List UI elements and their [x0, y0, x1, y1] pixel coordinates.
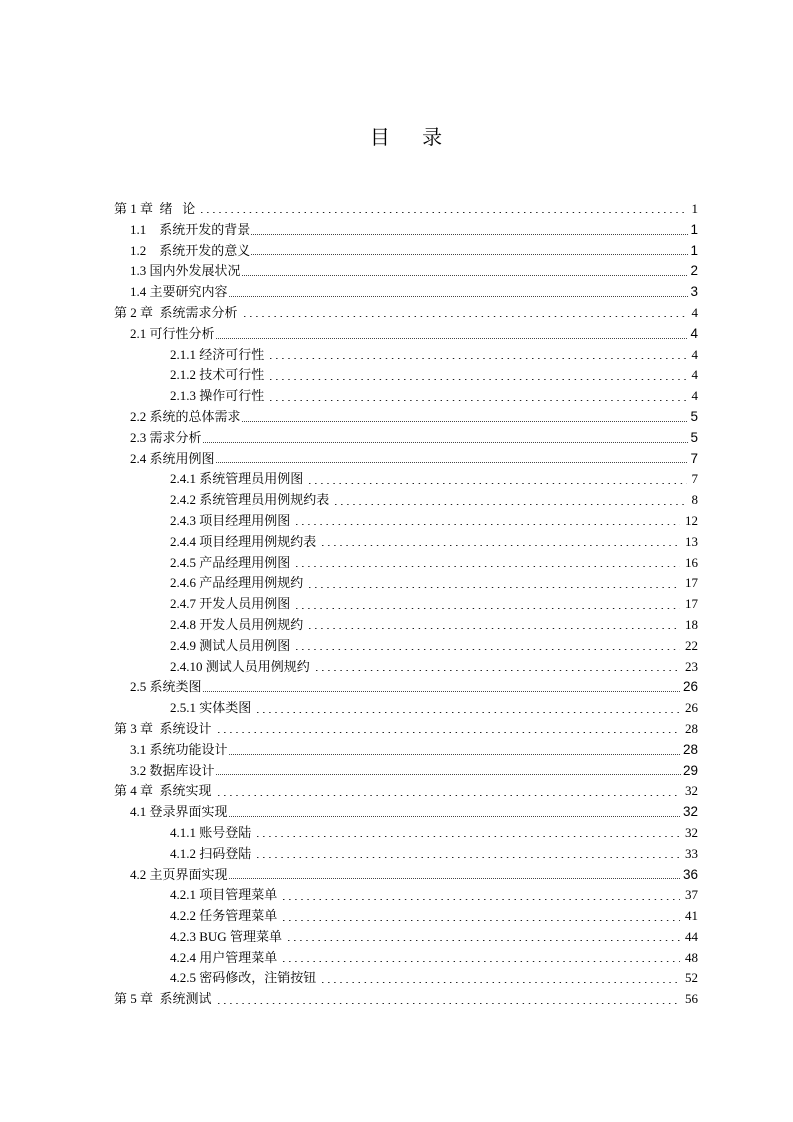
dot-leader [203, 691, 681, 692]
toc-entry-page-number: 12 [685, 512, 698, 528]
toc-entry-title: 2.3 需求分析 [130, 429, 202, 445]
dot-leader [257, 836, 680, 837]
dot-leader [296, 649, 680, 650]
toc-entry-page-number: 18 [685, 616, 698, 632]
dot-leader [229, 816, 681, 817]
dot-leader [283, 920, 680, 921]
toc-entry-title: 2.4.2 系统管理员用例规约表 [170, 492, 330, 508]
toc-entry-title: 2.4.6 产品经理用例规约 [170, 575, 304, 591]
toc-entry [114, 532, 698, 553]
toc-entry-title: 第 4 章 系统实现 [114, 783, 212, 799]
toc-entry [114, 324, 698, 345]
toc-entry [114, 220, 698, 241]
toc-entry-page-number: 4 [691, 367, 698, 383]
dot-leader [218, 732, 680, 733]
toc-entry-page-number: 4 [691, 388, 698, 404]
toc-entry-page-number: 1 [691, 201, 698, 216]
dot-leader [257, 712, 680, 713]
dot-leader [296, 524, 680, 525]
toc-entry [114, 719, 698, 740]
toc-entry-page-number: 22 [685, 637, 698, 653]
toc-entry-title: 第 3 章 系统设计 [114, 720, 212, 736]
toc-entry [114, 989, 698, 1010]
toc-entry-title: 第 1 章 绪 论 [114, 201, 196, 216]
dot-leader [270, 358, 686, 359]
toc-entry-page-number: 32 [685, 824, 698, 840]
dot-leader [309, 587, 680, 588]
toc-entry-title: 2.4.3 项目经理用例图 [170, 512, 291, 528]
toc-entry-page-number: 48 [685, 949, 698, 965]
toc-entry-page-number: 44 [685, 928, 698, 944]
toc-entry [114, 615, 698, 636]
dot-leader [218, 795, 680, 796]
toc-entry-page-number: 28 [685, 720, 698, 736]
toc-entry-title: 2.4.1 系统管理员用例图 [170, 471, 304, 487]
toc-entry-page-number: 52 [685, 970, 698, 986]
toc-entry-page-number: 56 [685, 991, 698, 1007]
toc-entry [114, 823, 698, 844]
toc-entry-title: 1.2 系统开发的意义 [130, 242, 251, 258]
toc-entry-page-number: 2 [690, 263, 698, 279]
toc-entry [114, 553, 698, 574]
toc-entry-page-number: 36 [682, 866, 698, 882]
toc-entry [114, 948, 698, 969]
toc-entry-page-number: 37 [685, 887, 698, 903]
dot-leader [201, 212, 686, 213]
toc-entry-title: 第 2 章 系统需求分析 [114, 304, 238, 320]
toc-entry [114, 365, 698, 386]
toc-entry-title: 2.4.5 产品经理用例图 [170, 554, 291, 570]
toc-entry-title: 4.2.3 BUG 管理菜单 [170, 928, 282, 944]
toc-entry-title: 2.4.10 测试人员用例规约 [170, 658, 310, 674]
toc-entry [114, 386, 698, 407]
dot-leader [296, 566, 680, 567]
toc-entry-page-number: 41 [685, 908, 698, 924]
toc-entry-title: 4.2 主页界面实现 [130, 866, 228, 882]
toc-entry-page-number: 17 [685, 596, 698, 612]
toc-entry [114, 698, 698, 719]
dot-leader [335, 504, 686, 505]
toc-entry [114, 490, 698, 511]
toc-entry [114, 469, 698, 490]
toc-entry-title: 3.1 系统功能设计 [130, 741, 228, 757]
toc-entry [114, 906, 698, 927]
toc-entry-title: 2.2 系统的总体需求 [130, 408, 241, 424]
toc-entry-page-number: 8 [691, 492, 698, 508]
toc-entry-title: 1.3 国内外发展状况 [130, 263, 241, 279]
dot-leader [283, 961, 680, 962]
toc-entry-page-number: 7 [690, 450, 698, 466]
toc-entry-page-number: 17 [685, 575, 698, 591]
toc-entry [114, 865, 698, 886]
toc-entry-title: 1.1 系统开发的背景 [130, 221, 251, 237]
dot-leader [229, 296, 689, 297]
toc-entry-page-number: 29 [682, 762, 698, 778]
toc-entry-page-number: 5 [690, 408, 698, 424]
toc-entry-page-number: 1 [690, 221, 698, 237]
dot-leader [257, 857, 680, 858]
toc-entry [114, 657, 698, 678]
toc-entry [114, 802, 698, 823]
dot-leader [322, 982, 680, 983]
dot-leader [296, 608, 680, 609]
toc-entry-page-number: 26 [682, 679, 698, 695]
toc-entry-title: 2.4 系统用例图 [130, 450, 215, 466]
toc-entry-title: 2.1.1 经济可行性 [170, 346, 265, 362]
toc-entry-page-number: 28 [682, 741, 698, 757]
toc-entry-title: 4.2.2 任务管理菜单 [170, 908, 278, 924]
toc-entry [114, 511, 698, 532]
toc-entry [114, 885, 698, 906]
toc-entry-page-number: 4 [691, 346, 698, 362]
toc-entry-page-number: 7 [691, 471, 698, 487]
toc-title: 目 录 [369, 125, 443, 149]
toc-entry-title: 4.2.5 密码修改，注销按钮 [170, 970, 317, 986]
toc-entry [114, 927, 698, 948]
dot-leader [316, 670, 680, 671]
toc-entry-title: 4.2.1 项目管理菜单 [170, 887, 278, 903]
dot-leader [216, 462, 689, 463]
dot-leader [309, 483, 686, 484]
toc-entry [114, 594, 698, 615]
dot-leader [216, 774, 681, 775]
dot-leader [203, 442, 689, 443]
toc-list [114, 199, 698, 1010]
toc-entry-page-number: 5 [690, 429, 698, 445]
toc-entry-title: 4.1 登录界面实现 [130, 804, 228, 820]
dot-leader [229, 754, 681, 755]
toc-entry [114, 761, 698, 782]
toc-entry [114, 407, 698, 428]
toc-entry [114, 261, 698, 282]
toc-entry-page-number: 3 [690, 284, 698, 300]
dot-leader [283, 899, 680, 900]
toc-entry [114, 241, 698, 262]
dot-leader [270, 400, 686, 401]
toc-entry [114, 844, 698, 865]
toc-entry-title: 2.4.4 项目经理用例规约表 [170, 533, 317, 549]
toc-entry-page-number: 4 [691, 304, 698, 320]
toc-entry-title: 第 5 章 系统测试 [114, 991, 212, 1007]
toc-entry-page-number: 4 [690, 325, 698, 341]
dot-leader [322, 545, 680, 546]
toc-entry-title: 2.1 可行性分析 [130, 325, 215, 341]
toc-entry [114, 199, 698, 220]
toc-entry-title: 2.4.7 开发人员用例图 [170, 596, 291, 612]
toc-entry [114, 428, 698, 449]
toc-entry [114, 968, 698, 989]
toc-entry [114, 573, 698, 594]
toc-entry-title: 2.4.8 开发人员用例规约 [170, 616, 304, 632]
toc-entry-page-number: 33 [685, 845, 698, 861]
toc-entry-title: 4.2.4 用户管理菜单 [170, 949, 278, 965]
dot-leader [251, 254, 688, 255]
toc-entry-title: 2.5 系统类图 [130, 679, 202, 695]
dot-leader [270, 379, 686, 380]
dot-leader [218, 1003, 680, 1004]
toc-entry [114, 740, 698, 761]
toc-entry-title: 2.4.9 测试人员用例图 [170, 637, 291, 653]
toc-entry-page-number: 32 [685, 783, 698, 799]
toc-entry [114, 282, 698, 303]
toc-entry [114, 345, 698, 366]
toc-entry [114, 303, 698, 324]
toc-entry-page-number: 23 [685, 658, 698, 674]
dot-leader [242, 421, 689, 422]
toc-entry-title: 4.1.1 账号登陆 [170, 824, 252, 840]
dot-leader [288, 940, 680, 941]
toc-entry [114, 677, 698, 698]
dot-leader [216, 338, 689, 339]
toc-entry-title: 3.2 数据库设计 [130, 762, 215, 778]
dot-leader [251, 234, 688, 235]
toc-entry-title: 2.1.2 技术可行性 [170, 367, 265, 383]
toc-entry [114, 636, 698, 657]
toc-entry-page-number: 32 [682, 804, 698, 820]
toc-entry [114, 781, 698, 802]
toc-entry-page-number: 1 [690, 242, 698, 258]
dot-leader [309, 628, 680, 629]
toc-entry [114, 449, 698, 470]
dot-leader [244, 316, 687, 317]
toc-entry-page-number: 16 [685, 554, 698, 570]
toc-entry-page-number: 26 [685, 700, 698, 716]
dot-leader [229, 878, 681, 879]
toc-entry-title: 1.4 主要研究内容 [130, 284, 228, 300]
toc-entry-title: 2.1.3 操作可行性 [170, 388, 265, 404]
dot-leader [242, 275, 689, 276]
toc-entry-title: 2.5.1 实体类图 [170, 700, 252, 716]
toc-entry-title: 4.1.2 扫码登陆 [170, 845, 252, 861]
toc-entry-page-number: 13 [685, 533, 698, 549]
